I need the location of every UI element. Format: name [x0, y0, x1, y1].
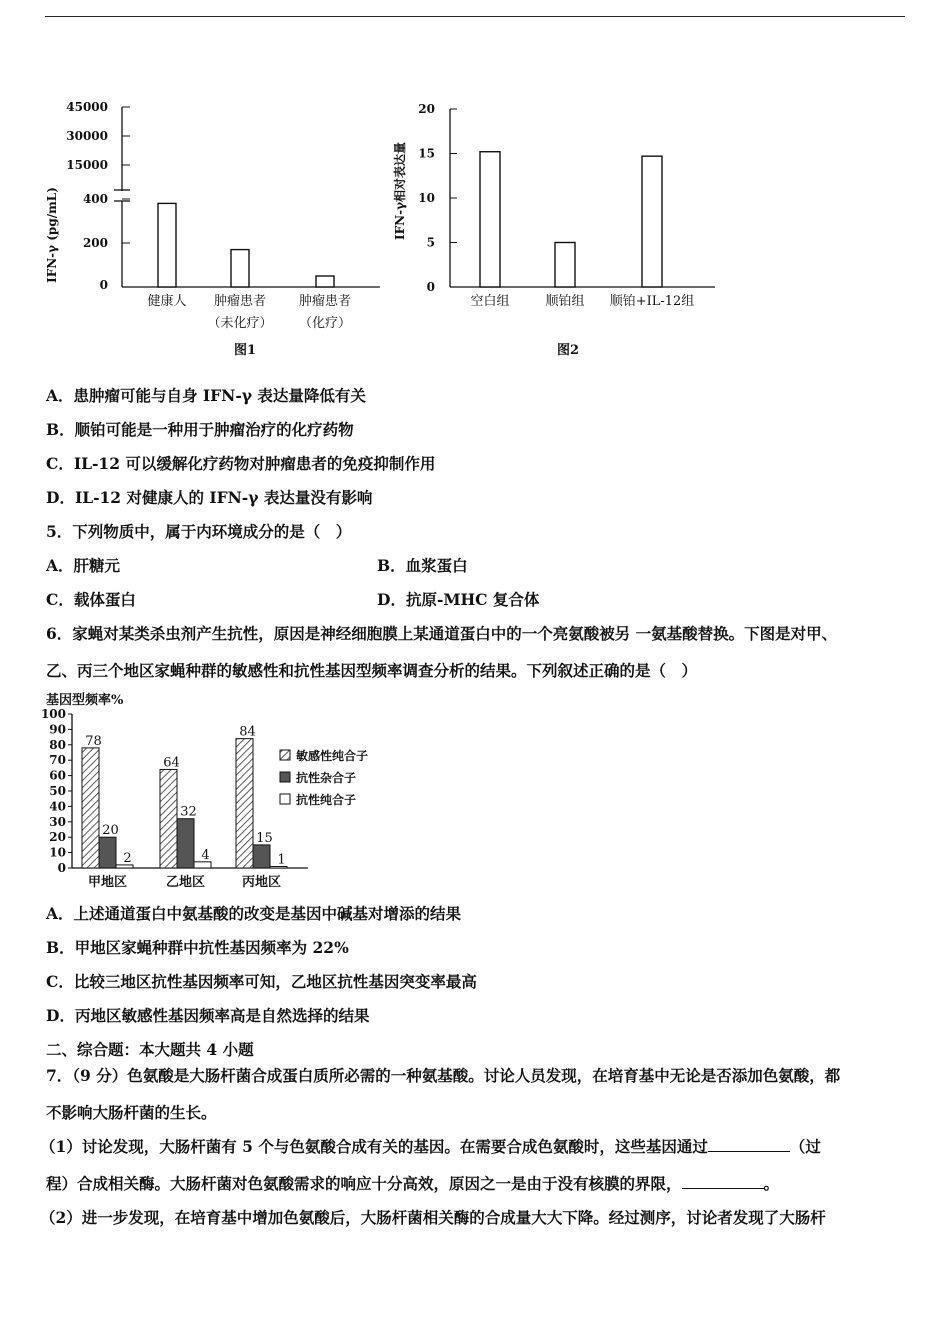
fig3-legend	[280, 748, 368, 807]
fig1-tick-label: 15000	[66, 158, 108, 172]
fig2-bar	[555, 243, 575, 288]
figure-2-chart	[390, 95, 720, 365]
fig3-ylabel: 基因型频率%	[46, 693, 124, 708]
fig3-data-label: 15	[256, 830, 273, 846]
fig3-bars	[82, 725, 287, 868]
fig1-caption: 图1	[233, 343, 257, 358]
q4-option-a: A．患肿瘤可能与自身 IFN-γ 表达量降低有关	[46, 386, 366, 405]
header-rule	[45, 16, 905, 17]
q5-option-c: C．载体蛋白	[46, 590, 136, 609]
q5-option-b: B．血浆蛋白	[377, 556, 468, 575]
fig2-tick-label: 15	[418, 146, 435, 161]
q7-part1-line2	[46, 1174, 779, 1194]
fig2-ylabel: IFN-γ相对表达量	[393, 141, 407, 241]
fig1-category-label: （未化疗）	[207, 316, 273, 331]
fig1-category-label: （化疗）	[298, 316, 352, 331]
fig3-category-label: 乙地区	[165, 875, 206, 890]
answer-blank[interactable]	[708, 1137, 790, 1152]
q7-part1-text: 程）合成相关酶。大肠杆菌对色氨酸需求的响应十分高效，原因之一是由于没有核膜的界限，	[46, 1174, 682, 1193]
q7-part1-text: （过	[789, 1137, 821, 1156]
fig3-bar	[99, 837, 116, 868]
q4-option-d: D．IL-12 对健康人的 IFN-γ 表达量没有影响	[46, 488, 373, 507]
fig3-data-label: 84	[239, 724, 256, 740]
legend-swatch-resistant-homozygote	[280, 794, 290, 804]
fig3-categories	[88, 874, 281, 890]
q7-part2-line1: （2）进一步发现，在培育基中增加色氨酸后，大肠杆菌相关酶的合成量大大下降。经过测序，讨论者发现了大肠杆	[40, 1208, 826, 1227]
q6-option-d: D．丙地区敏感性基因频率高是自然选择的结果	[46, 1006, 370, 1025]
fig2-category-label: 顺铂+IL-12组	[609, 294, 695, 309]
fig1-bar	[316, 276, 334, 287]
fig1-tick-label: 30000	[66, 129, 108, 143]
fig3-data-label: 1	[277, 852, 286, 868]
fig3-data-label: 2	[123, 850, 132, 866]
q6-option-c: C．比较三地区抗性基因频率可知，乙地区抗性基因突变率最高	[46, 972, 477, 991]
fig3-tick-label: 70	[49, 753, 66, 768]
q6-option-a: A．上述通道蛋白中氨基酸的改变是基因中碱基对增添的结果	[46, 904, 462, 923]
legend-swatch-sensitive-homozygote	[280, 750, 290, 760]
q7-part1-text: 。	[763, 1174, 780, 1193]
fig3-data-label: 64	[163, 755, 180, 771]
q7-stem-line2: 不影响大肠杆菌的生长。	[46, 1103, 217, 1122]
fig1-category-label: 肿瘤患者	[213, 294, 267, 309]
legend-label: 抗性纯合子	[296, 793, 357, 807]
q4-option-b: B．顺铂可能是一种用于肿瘤治疗的化疗药物	[46, 420, 354, 439]
fig1-bar	[231, 250, 249, 287]
fig2-tick-label: 10	[418, 191, 435, 205]
section-2-heading: 二、综合题：本大题共 4 小题	[46, 1040, 254, 1059]
fig3-tick-label: 50	[49, 784, 66, 798]
fig3-category-label: 甲地区	[87, 875, 128, 890]
q6-stem-line1: 6．家蝇对某类杀虫剂产生抗性，原因是神经细胞膜上某通道蛋白中的一个亮氨酸被另 一氨基酸替换。下图是对甲、	[46, 624, 838, 643]
fig1-category-label: 肿瘤患者	[298, 294, 352, 309]
fig2-bar	[480, 152, 500, 287]
legend-label: 抗性杂合子	[296, 771, 357, 785]
fig3-data-label: 32	[180, 804, 197, 820]
fig1-tick-label: 200	[82, 236, 108, 250]
fig3-category-label: 丙地区	[241, 875, 282, 890]
figure-1-chart	[40, 95, 380, 365]
q4-option-c: C．IL-12 可以缓解化疗药物对肿瘤患者的免疫抑制作用	[46, 454, 436, 473]
q6-option-b: B．甲地区家蝇种群中抗性基因频率为 22%	[46, 938, 349, 957]
fig2-tick-label: 5	[426, 235, 435, 250]
q5-option-a: A．肝糖元	[46, 556, 121, 575]
figure-3-chart	[40, 688, 400, 893]
fig2-category-label: 空白组	[470, 294, 510, 309]
legend-swatch-resistant-heterozygote	[280, 772, 290, 782]
q5-stem: 5．下列物质中，属于内环境成分的是（ ）	[46, 522, 352, 541]
fig3-tick-label: 90	[49, 722, 66, 737]
fig3-data-label: 4	[201, 847, 210, 863]
answer-blank[interactable]	[682, 1174, 764, 1189]
fig1-tick-label: 45000	[66, 100, 108, 114]
q7-part1-line1	[40, 1137, 821, 1157]
fig1-lower-ticks	[83, 192, 130, 292]
fig3-bar	[253, 845, 270, 868]
fig2-tick-label: 0	[426, 280, 435, 294]
fig3-tick-label: 100	[40, 707, 66, 721]
fig2-bar	[642, 156, 662, 287]
fig3-tick-label: 0	[57, 861, 66, 875]
fig3-tick-label: 40	[49, 799, 66, 814]
q5-option-d: D．抗原-MHC 复合体	[377, 590, 540, 609]
fig2-ticks	[418, 102, 457, 294]
fig3-tick-label: 80	[49, 737, 66, 752]
fig3-tick-label: 10	[49, 845, 66, 860]
fig2-caption: 图2	[556, 343, 580, 358]
fig3-bar	[160, 769, 177, 868]
legend-label: 敏感性纯合子	[296, 749, 369, 763]
fig3-data-label: 20	[102, 823, 119, 839]
q7-stem-line1: 7．（9 分）色氨酸是大肠杆菌合成蛋白质所必需的一种氨基酸。讨论人员发现，在培育基中无论是否添加色氨酸，都	[46, 1066, 841, 1085]
fig1-tick-label: 400	[82, 192, 108, 206]
fig1-category-label: 健康人	[147, 294, 187, 309]
fig3-tick-label: 30	[49, 814, 66, 829]
fig3-bar	[82, 748, 99, 868]
fig1-tick-label: 0	[99, 278, 108, 292]
fig2-tick-label: 20	[418, 102, 435, 116]
fig2-category-label: 顺铂组	[545, 294, 585, 309]
fig3-ticks	[41, 707, 72, 875]
fig3-data-label: 78	[85, 733, 102, 749]
fig3-bar	[177, 819, 194, 868]
fig1-bar	[158, 203, 176, 287]
fig3-bar	[236, 739, 253, 868]
fig1-upper-ticks	[66, 100, 130, 172]
fig2-bars	[480, 152, 662, 287]
q6-stem-line2: 乙、丙三个地区家蝇种群的敏感性和抗性基因型频率调查分析的结果。下列叙述正确的是（ ）	[46, 661, 698, 680]
fig1-ylabel: IFN-γ (pg/mL)	[45, 187, 59, 283]
fig3-tick-label: 20	[49, 830, 66, 845]
fig3-tick-label: 60	[49, 768, 66, 783]
fig1-bars	[158, 203, 334, 287]
q7-part1-text: （1）讨论发现，大肠杆菌有 5 个与色氨酸合成有关的基因。在需要合成色氨酸时，这些基因通过	[40, 1137, 708, 1156]
